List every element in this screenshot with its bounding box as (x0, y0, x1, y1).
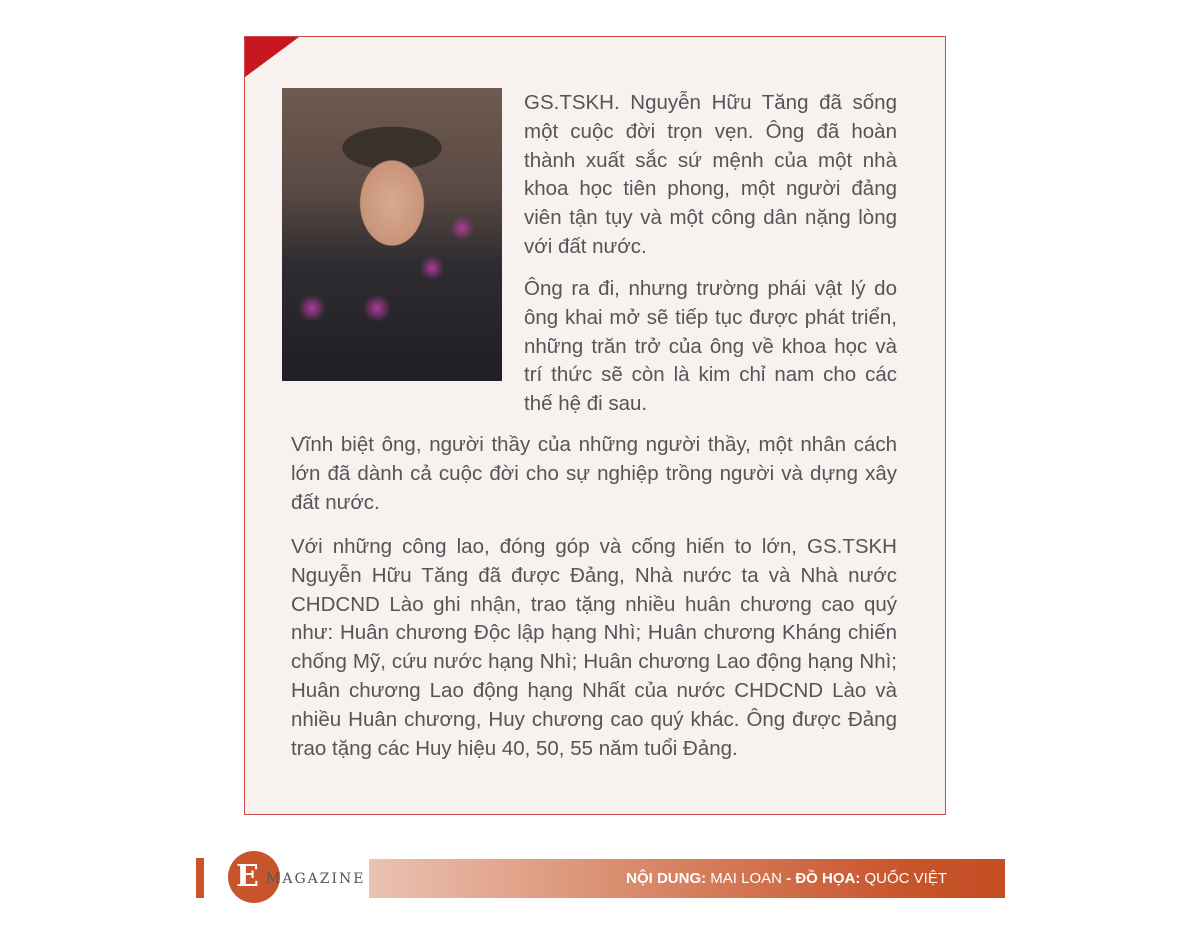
separator: - (786, 870, 792, 887)
graphics-label: ĐỒ HỌA: (795, 870, 861, 887)
graphics-author: QUỐC VIỆT (864, 870, 947, 887)
article-card (244, 36, 946, 815)
logo-letter: E (236, 859, 259, 894)
paragraph: Ông ra đi, nhưng trường phái vật lý do ông khai mở sẽ tiếp tục được phát triển, những trăn trở của ông về khoa học và trí thức sẽ còn là kim chỉ nam cho các thế hệ đi sau. (524, 277, 897, 416)
content-label: NỘI DUNG: (626, 870, 707, 887)
credits-text (626, 870, 947, 887)
paragraph: GS.TSKH. Nguyễn Hữu Tăng đã sống một cuộc đời trọn vẹn. Ông đã hoàn thành xuất sắc sứ mệnh của một nhà khoa học tiên phong, một người đảng viên tận tụy và một công dân nặng lòng với đất nước. (524, 91, 897, 258)
paragraph: Với những công lao, đóng góp và cống hiến to lớn, GS.TSKH Nguyễn Hữu Tăng đã được Đảng, Nhà nước ta và Nhà nước CHDCND Lào ghi nhận, trao tặng nhiều huân chương cao quý như: Huân chương Độc lập hạng Nhì; Huân chương Kháng chiến chống Mỹ, cứu nước hạng Nhì; Huân chương Lao động hạng Nhì; Huân chương Lao động hạng Nhất của nước CHDCND Lào và nhiều Huân chương, Huy chương cao quý khác. Ông được Đảng trao tặng các Huy hiệu 40, 50, 55 năm tuổi Đảng. (291, 535, 897, 760)
paragraph: Vĩnh biệt ông, người thầy của những người thầy, một nhân cách lớn đã dành cả cuộc đời cho sự nghiệp trồng người và dựng xây đất nước. (291, 433, 897, 514)
footer-accent-bar (196, 858, 204, 898)
corner-accent (245, 37, 299, 77)
credits-bar (369, 859, 1005, 898)
portrait-photo (282, 88, 502, 381)
content-author: MAI LOAN (710, 870, 782, 887)
logo-text: MAGAZINE (266, 871, 366, 887)
